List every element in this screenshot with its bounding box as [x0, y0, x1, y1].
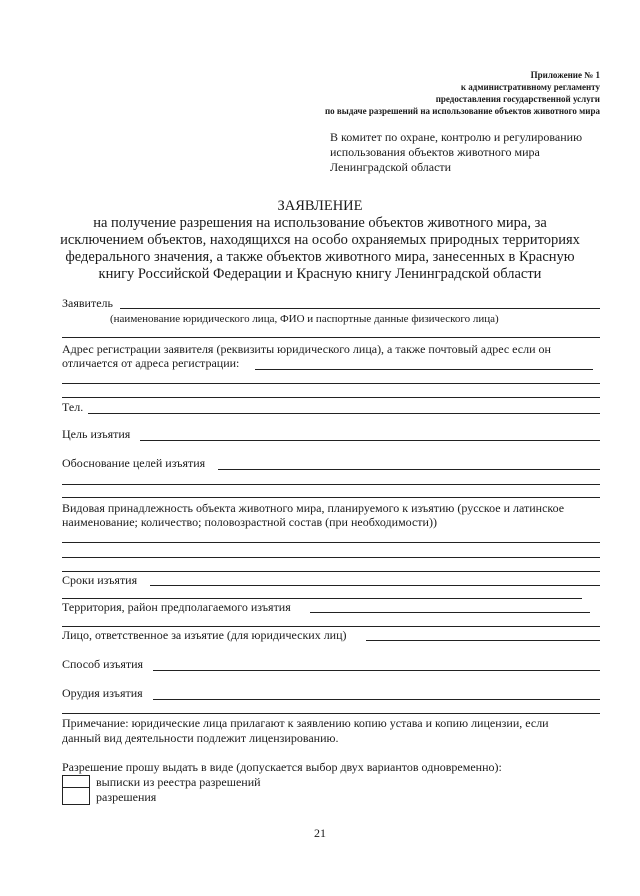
applicant-label: Заявитель [62, 296, 113, 310]
appendix-permit: по выдаче разрешений на использование объектов животного мира [325, 106, 600, 116]
appendix-regulation: к административному регламенту [460, 82, 600, 92]
address-field-line-3[interactable] [62, 397, 600, 398]
species-label-1: Видовая принадлежность объекта животного мира, планируемого к изъятию (русское и латинское [62, 501, 565, 515]
appendix-service: предоставления государственной услуги [435, 94, 600, 104]
address-field-line-2[interactable] [62, 383, 600, 384]
address-label-2: отличается от адреса регистрации: [62, 356, 240, 370]
species-field-line-1[interactable] [62, 542, 600, 543]
species-field-line-3[interactable] [62, 571, 600, 572]
method-label: Способ изъятия [62, 657, 144, 671]
territory-label: Территория, район предполагаемого изъятия [62, 600, 291, 614]
responsible-label: Лицо, ответственное за изъятие (для юридических лиц) [62, 628, 347, 642]
document-title: ЗАЯВЛЕНИЕ [277, 198, 363, 214]
method-field[interactable] [153, 670, 600, 671]
note-line-2: данный вид деятельности подлежит лицензированию. [62, 731, 339, 745]
note-line-1: Примечание: юридические лица прилагают к заявлению копию устава и копию лицензии, если [62, 716, 549, 730]
option-permit-label: разрешения [96, 790, 157, 804]
title-line-2: исключением объектов, находящихся на особо охраняемых природных территориях [60, 232, 580, 248]
justification-field-line-3[interactable] [62, 497, 600, 498]
address-label-1: Адрес регистрации заявителя (реквизиты юридического лица), а также почтовый адрес если он [62, 342, 551, 356]
addressee-line-2: использования объектов животного мира [330, 145, 540, 159]
title-line-1: на получение разрешения на использование объектов животного мира, за [93, 215, 547, 231]
species-label-2: наименование; количество; половозрастной состав (при необходимости)) [62, 515, 437, 529]
page-number: 21 [314, 826, 326, 840]
justification-field[interactable] [218, 469, 600, 470]
tools-label: Орудия изъятия [62, 686, 143, 700]
terms-label: Сроки изъятия [62, 573, 138, 587]
option-permit-checkbox[interactable] [62, 787, 90, 805]
phone-label: Тел. [62, 400, 84, 414]
territory-field-line-2[interactable] [62, 626, 600, 627]
addressee-line-3: Ленинградской области [330, 160, 452, 174]
addressee-line-1: В комитет по охране, контролю и регулированию [330, 130, 583, 144]
permit-form-label: Разрешение прошу выдать в виде (допускается выбор двух вариантов одновременно): [62, 760, 502, 774]
territory-field[interactable] [310, 612, 590, 613]
justification-label: Обоснование целей изъятия [62, 456, 206, 470]
justification-field-line-2[interactable] [62, 484, 600, 485]
purpose-label: Цель изъятия [62, 427, 131, 441]
title-line-4: книгу Российской Федерации и Красную книгу Ленинградской области [98, 266, 542, 282]
purpose-field[interactable] [140, 440, 600, 441]
terms-field[interactable] [150, 585, 600, 586]
applicant-hint: (наименование юридического лица, ФИО и паспортные данные физического лица) [110, 313, 499, 325]
address-field[interactable] [255, 369, 593, 370]
tools-field[interactable] [153, 699, 600, 700]
responsible-field[interactable] [366, 640, 600, 641]
terms-field-line-2[interactable] [62, 598, 582, 599]
applicant-field-extra[interactable] [62, 337, 600, 338]
title-line-3: федерального значения, а также объектов животного мира, занесенных в Красную [65, 249, 575, 265]
phone-field[interactable] [88, 413, 600, 414]
option-registry-extract-label: выписки из реестра разрешений [96, 775, 261, 789]
tools-field-line-2[interactable] [62, 713, 600, 714]
species-field-line-2[interactable] [62, 557, 600, 558]
applicant-field[interactable] [120, 308, 600, 309]
appendix-number: Приложение № 1 [530, 70, 600, 80]
